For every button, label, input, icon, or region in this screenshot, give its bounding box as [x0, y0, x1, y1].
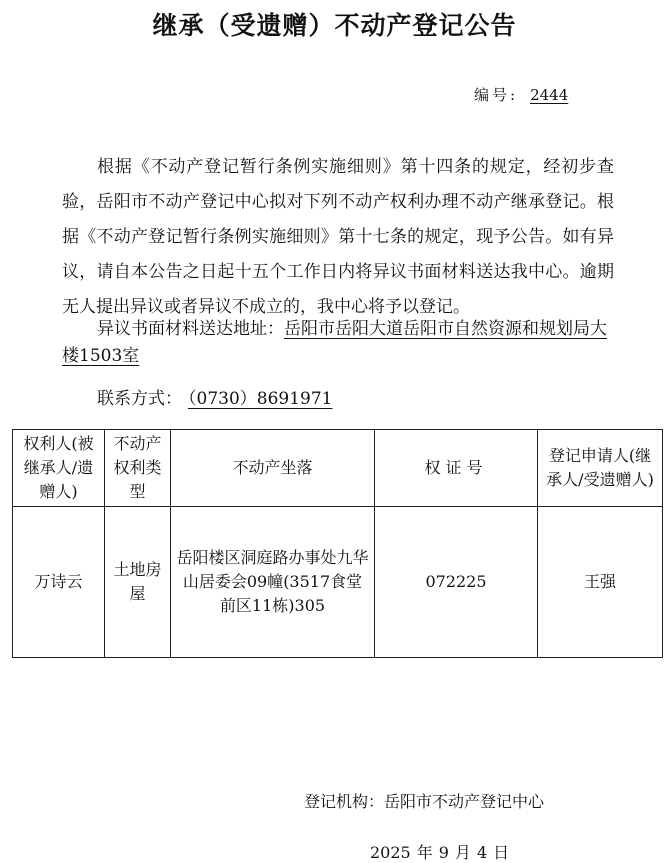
date-day-unit: 日	[493, 843, 510, 862]
notice-body: 根据《不动产登记暂行条例实施细则》第十四条的规定，经初步查验，岳阳市不动产登记中心拟对下列不动产权利办理不动产继承登记。根据《不动产登记暂行条例实施细则》第十七条的规定，现予公告。如有异议，请自本公告之日起十五个工作日内将异议书面材料送达我中心。逾期无人提出异议或者异议不成立的，我中心将予以登记。	[62, 157, 614, 317]
contact-info	[97, 384, 354, 409]
address-label: 异议书面材料送达地址：	[97, 319, 284, 339]
header-property-type: 不动产权利类型	[105, 430, 171, 507]
date-month-unit: 月	[454, 843, 471, 862]
objection-address	[62, 316, 614, 370]
cell-certificate-no: 072225	[375, 507, 538, 658]
cell-property-type: 土地房屋	[105, 507, 171, 658]
cell-location: 岳阳楼区洞庭路办事处九华山居委会09幢(3517食堂前区11栋)305	[171, 507, 375, 658]
registration-table	[12, 429, 663, 658]
date-month: 9	[438, 843, 449, 862]
date-year-unit: 年	[416, 843, 433, 862]
date-year: 2025	[370, 843, 411, 862]
table-row	[13, 507, 663, 658]
header-rights-holder: 权利人(被继承人/遗赠人)	[13, 430, 105, 507]
table-header-row	[13, 430, 663, 507]
header-certificate-no: 权证号	[375, 430, 538, 507]
header-location: 不动产坐落	[171, 430, 375, 507]
serial-value: 2444	[530, 86, 569, 104]
date-day: 4	[476, 843, 488, 862]
address-value: 岳阳市岳阳大道岳阳市自然资源和规划局大楼1503室	[62, 319, 607, 366]
cell-applicant: 王强	[538, 507, 663, 658]
cell-rights-holder: 万诗云	[13, 507, 105, 658]
contact-value: （0730）8691971	[188, 389, 333, 409]
org-name: 岳阳市不动产登记中心	[384, 792, 545, 811]
serial-label: 编号:	[474, 86, 519, 104]
registration-authority	[304, 789, 544, 812]
header-applicant: 登记申请人(继承人/受遗赠人)	[538, 430, 663, 507]
org-label: 登记机构：	[304, 792, 385, 811]
contact-label: 联系方式：	[97, 389, 182, 409]
serial-number	[474, 84, 568, 105]
notice-title: 继承（受遗赠）不动产登记公告	[152, 11, 517, 40]
